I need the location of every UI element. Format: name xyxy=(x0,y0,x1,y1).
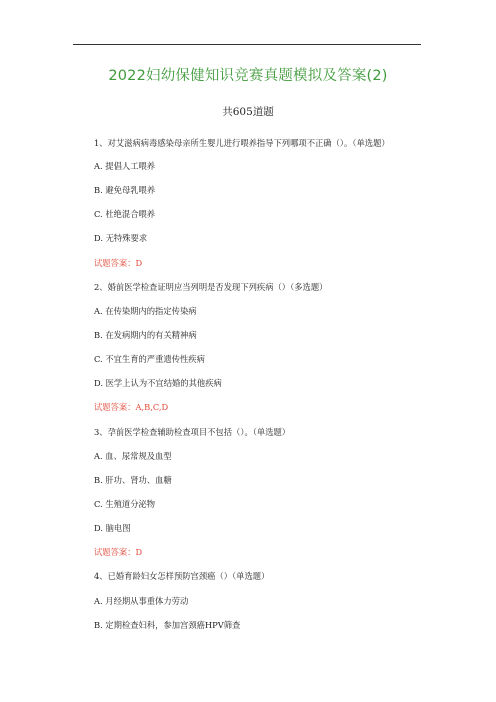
question-3-stem: 3、孕前医学检查辅助检查项目不包括（）。（单选题） xyxy=(94,427,291,437)
question-2-answer: 试题答案：A,B,C,D xyxy=(94,402,169,412)
question-3-option-a: A. 血、尿常规及血型 xyxy=(94,451,172,461)
question-2-stem: 2、婚前医学检查证明应当列明是否发现下列疾病（）（多选题） xyxy=(94,282,328,292)
question-1-option-d: D. 无特殊要求 xyxy=(94,233,148,243)
question-4-option-b: B. 定期检查妇科，参加宫颈癌HPV筛查 xyxy=(94,620,241,630)
header-rule xyxy=(73,44,421,45)
question-1-option-a: A. 提倡人工喂养 xyxy=(94,161,156,171)
document-title: 2022妇幼保健知识竞赛真题模拟及答案(2) xyxy=(108,68,388,84)
question-2-option-b: B. 在发病期内的有关精神病 xyxy=(94,330,197,340)
question-2-option-a: A. 在传染期内的指定传染病 xyxy=(94,306,197,316)
question-3-answer: 试题答案：D xyxy=(94,547,143,557)
question-1-option-b: B. 避免母乳喂养 xyxy=(94,185,156,195)
question-4-option-a: A. 月经期从事重体力劳动 xyxy=(94,596,189,606)
question-3-option-b: B. 肝功、肾功、血糖 xyxy=(94,475,172,485)
question-3-option-c: C. 生殖道分泌物 xyxy=(94,499,156,509)
question-1-stem: 1、对艾滋病病毒感染母亲所生婴儿进行喂养指导下列哪项不正确（）。（单选题） xyxy=(94,138,390,148)
question-2-option-c: C. 不宜生育的严重遗传性疾病 xyxy=(94,354,205,364)
question-1-option-c: C. 杜绝混合喂养 xyxy=(94,209,156,219)
document-subtitle: 共605道题 xyxy=(222,106,274,118)
question-2-option-d: D. 医学上认为不宜结婚的其他疾病 xyxy=(94,378,222,388)
question-1-answer: 试题答案：D xyxy=(94,258,143,268)
question-4-stem: 4、已婚育龄妇女怎样预防宫颈癌（）（单选题） xyxy=(94,571,270,581)
question-3-option-d: D. 脑电图 xyxy=(94,523,131,533)
